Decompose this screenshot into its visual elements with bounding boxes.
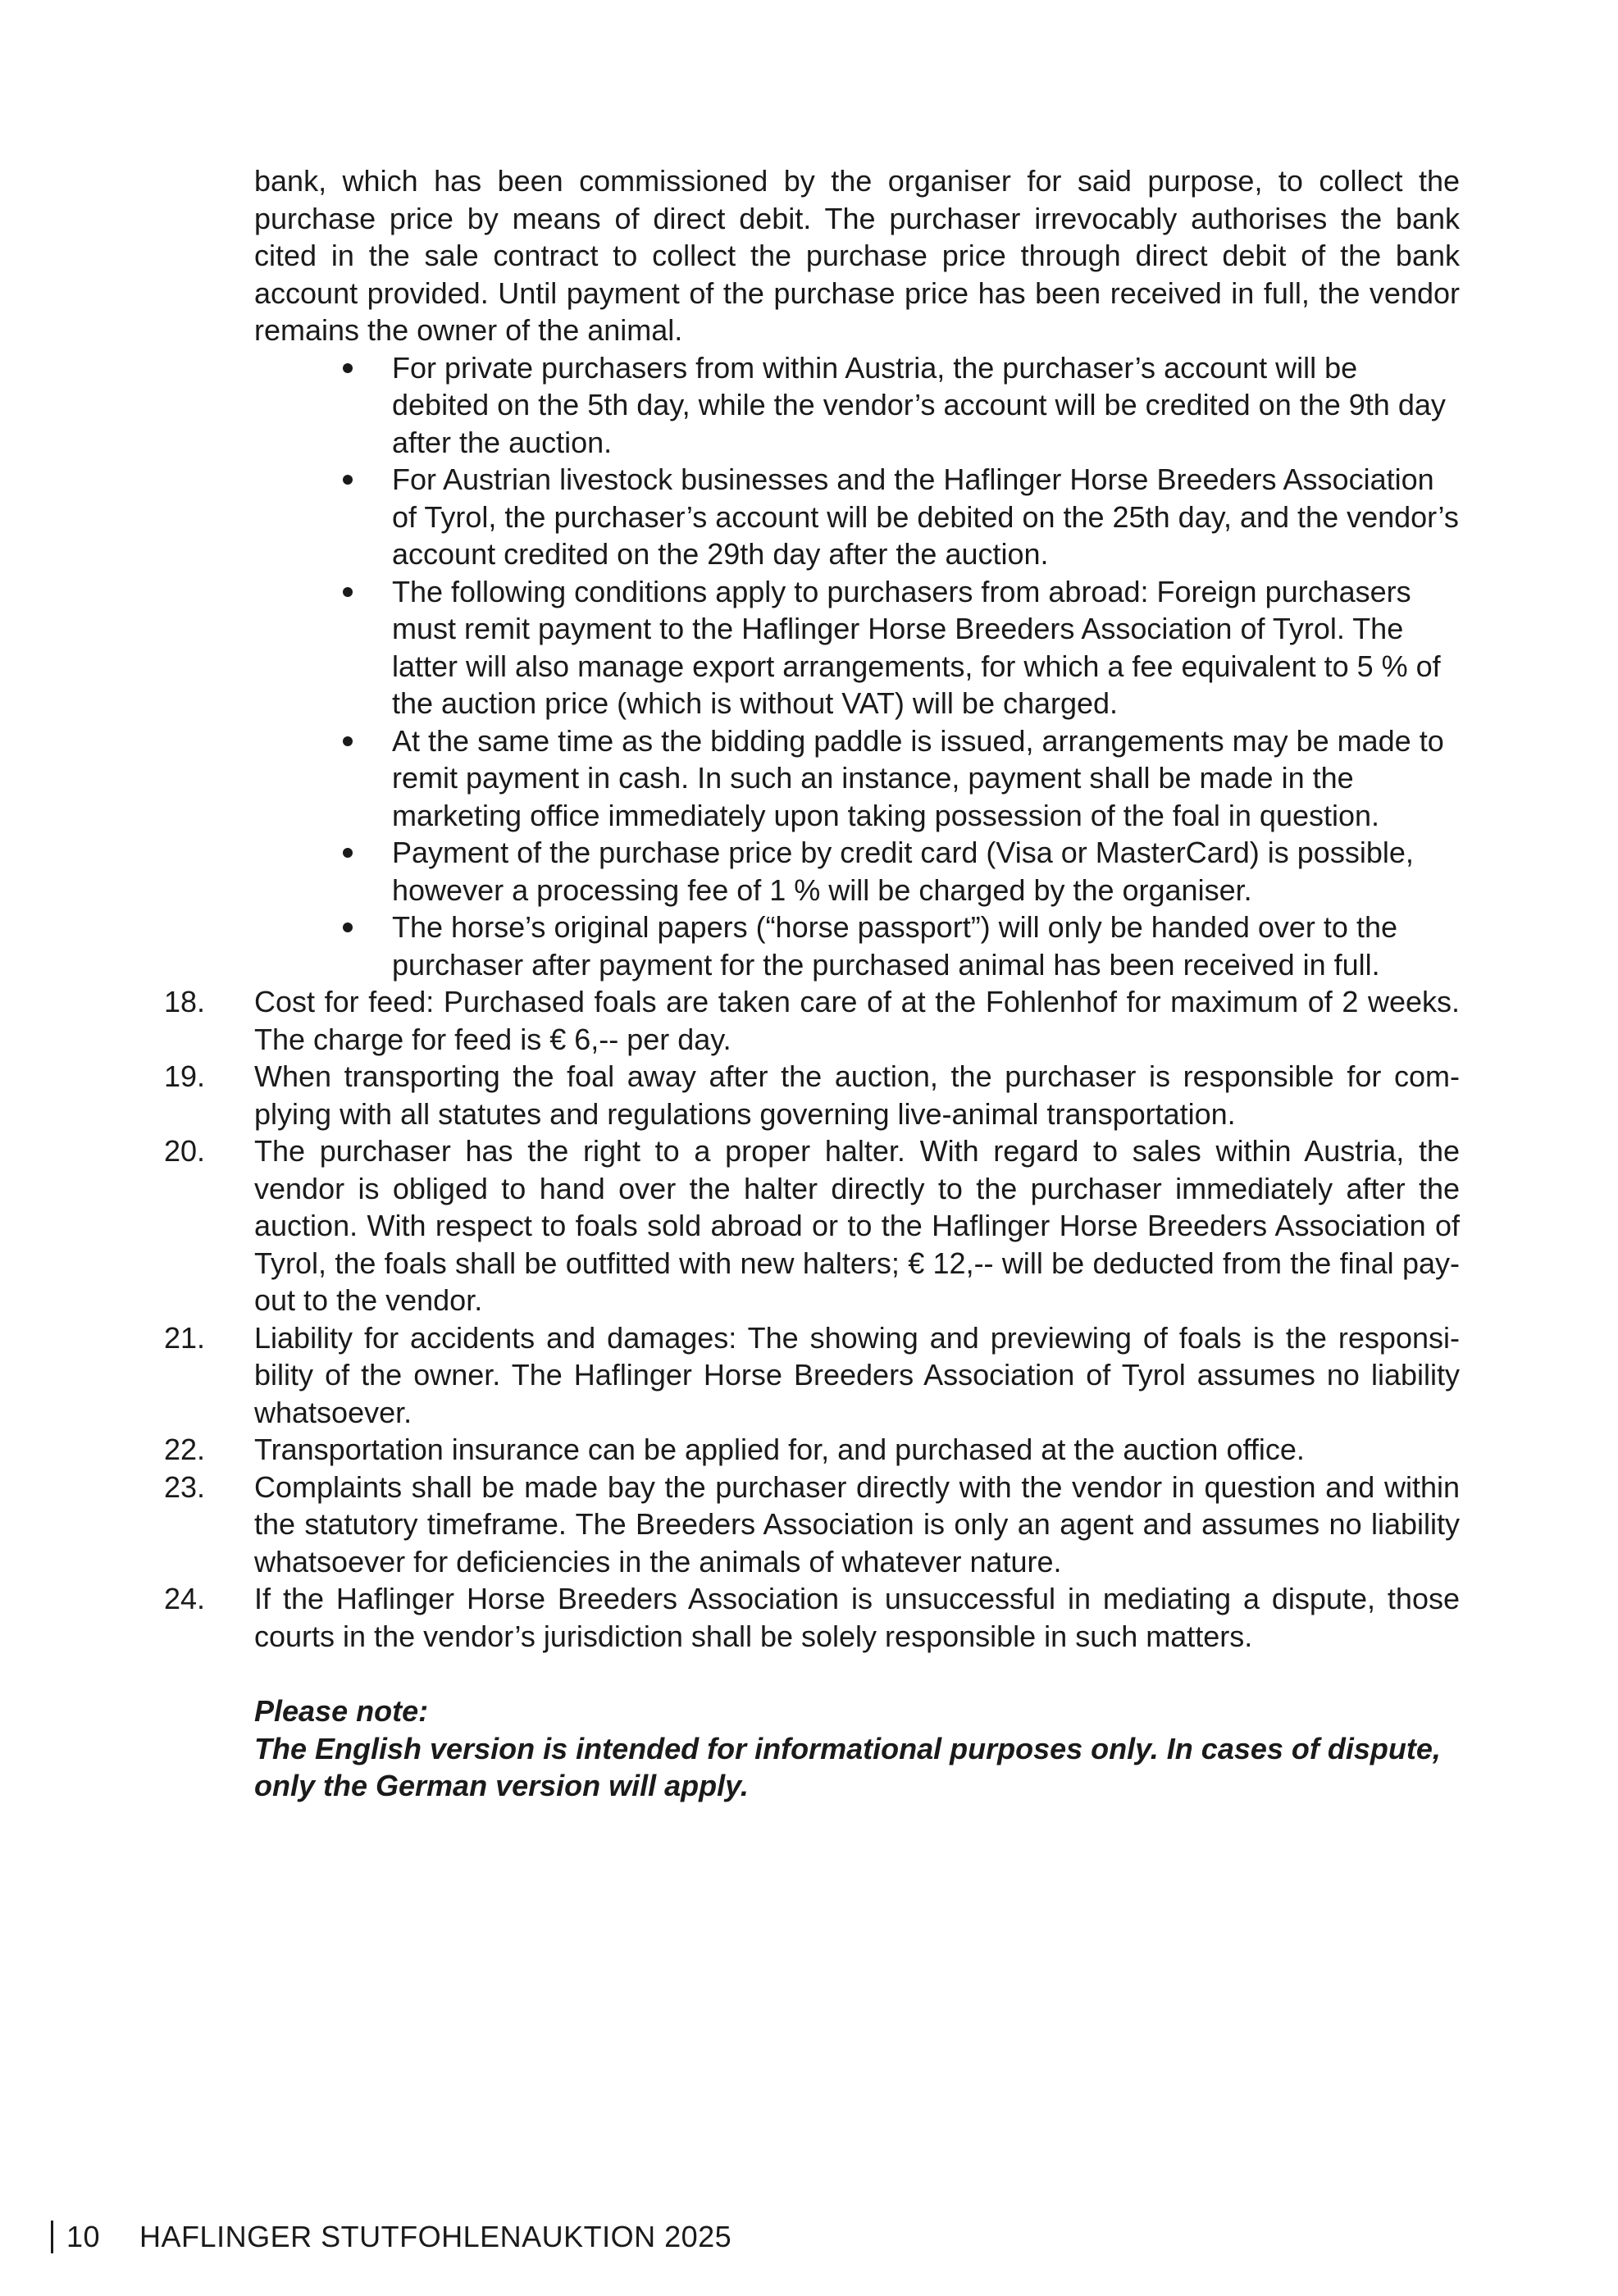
terms-content <box>156 162 1460 1805</box>
bullet-item <box>392 909 1460 983</box>
term-item-19 <box>156 1058 1460 1132</box>
bullet-text: The following conditions apply to purchasers from abroad: Foreign purchasers must remit payment to the Haflinger Horse Breeders Association of Tyrol. The latter will also manage export arrangements, for which a fee equivalent to 5 % of the auction price (which is without VAT) will be charged. <box>392 574 1441 720</box>
bullet-text: For Austrian livestock businesses and the Haflinger Horse Breeders Association of Tyrol, the purchaser’s account will be debited on the 25th day, and the vendor’s account credited on the 29th day after the auction. <box>392 462 1459 571</box>
term-item-20 <box>156 1132 1460 1319</box>
term-number: 21. <box>164 1320 206 1355</box>
term-item-18 <box>156 983 1460 1058</box>
term-text: Cost for feed: Purchased foals are taken care of at the Fohlenhof for maximum of 2 weeks. The charge for feed is € 6,-- per day. <box>254 985 1460 1056</box>
bullet-dot-icon <box>343 363 353 373</box>
bullet-text: At the same time as the bidding paddle is issued, arrangements may be made to remit payment in cash. In such an instance, payment shall be made in the marketing office immediately upon taking possession of the foal in question. <box>392 723 1444 832</box>
payment-bullet-list <box>392 349 1460 984</box>
bullet-item <box>392 349 1460 462</box>
term-text: If the Haflinger Horse Breeders Association is unsuccessful in mediating a dispute, those courts in the vendor’s jurisdiction shall be solely responsible in such matters. <box>254 1582 1460 1653</box>
intro-paragraph: bank, which has been commissioned by the organiser for said purpose, to collect the purchase price by means of direct debit. The purchaser irrevocably authorises the bank cited in the sale contract to collect the purchase price through direct debit of the bank account provided. Until payment of the purchase price has been received in full, the vendor remains the owner of the animal. <box>254 164 1460 347</box>
term-text: When transporting the foal away after the auction, the purchaser is responsible for complying with all statutes and regulations governing live-animal transportation. <box>254 1059 1460 1131</box>
bullet-dot-icon <box>343 736 353 746</box>
footer-divider <box>51 2221 53 2253</box>
term-text: The purchaser has the right to a proper halter. With regard to sales within Austria, the vendor is obliged to hand over the halter directly to the purchaser immediately after the auction. With respect to foals sold abroad or to the Haflinger Horse Breeders Association of Tyrol, the foals shall be outfitted with new halters; € 12,-- will be deducted from the final pay-out to the vendor. <box>254 1134 1460 1317</box>
term-item-21 <box>156 1319 1460 1432</box>
bullet-text: Payment of the purchase price by credit card (Visa or MasterCard) is possible, however a processing fee of 1 % will be charged by the organiser. <box>392 836 1414 907</box>
numbered-terms-list <box>156 983 1460 1655</box>
term-text: Liability for accidents and damages: The showing and previewing of foals is the responsibility of the owner. The Haflinger Horse Breeders Association of Tyrol assumes no liability whatsoever. <box>254 1320 1460 1429</box>
bullet-text: The horse’s original papers (“horse passport”) will only be handed over to the purchaser after payment for the purchased animal has been received in full. <box>392 910 1397 982</box>
bullet-item <box>392 461 1460 573</box>
term-number: 19. <box>164 1059 206 1093</box>
bullet-item <box>392 834 1460 909</box>
term-number: 22. <box>164 1433 206 1466</box>
term-item-24 <box>156 1580 1460 1655</box>
bullet-dot-icon <box>343 475 353 485</box>
language-note <box>254 1692 1460 1805</box>
bullet-dot-icon <box>343 848 353 858</box>
publication-title: HAFLINGER STUTFOHLENAUKTION 2025 <box>139 2220 732 2253</box>
bullet-text: For private purchasers from within Austria, the purchaser’s account will be debited on the 5th day, while the vendor’s account will be credited on the 9th day after the auction. <box>392 350 1446 459</box>
note-text: The English version is intended for informational purposes only. In cases of dispute, only the German version will apply. <box>254 1731 1441 1802</box>
term-number: 20. <box>164 1134 206 1168</box>
term-item-22 <box>156 1431 1460 1469</box>
page-footer <box>51 2219 732 2255</box>
term-text: Complaints shall be made bay the purchaser directly with the vendor in question and within the statutory timeframe. The Breeders Association is only an agent and assumes no liability whatsoever for deficiencies in the animals of whatever nature. <box>254 1469 1460 1578</box>
bullet-dot-icon <box>343 587 353 597</box>
page-number: 10 <box>66 2220 101 2253</box>
term-number: 23. <box>164 1469 206 1504</box>
bullet-item <box>392 573 1460 722</box>
term-number: 24. <box>164 1582 206 1615</box>
term-text: Transportation insurance can be applied for, and purchased at the auction office. <box>254 1433 1305 1466</box>
term-number: 18. <box>164 985 206 1018</box>
bullet-item <box>392 722 1460 835</box>
bullet-dot-icon <box>343 922 353 932</box>
note-heading: Please note: <box>254 1694 429 1728</box>
term-item-23 <box>156 1469 1460 1581</box>
